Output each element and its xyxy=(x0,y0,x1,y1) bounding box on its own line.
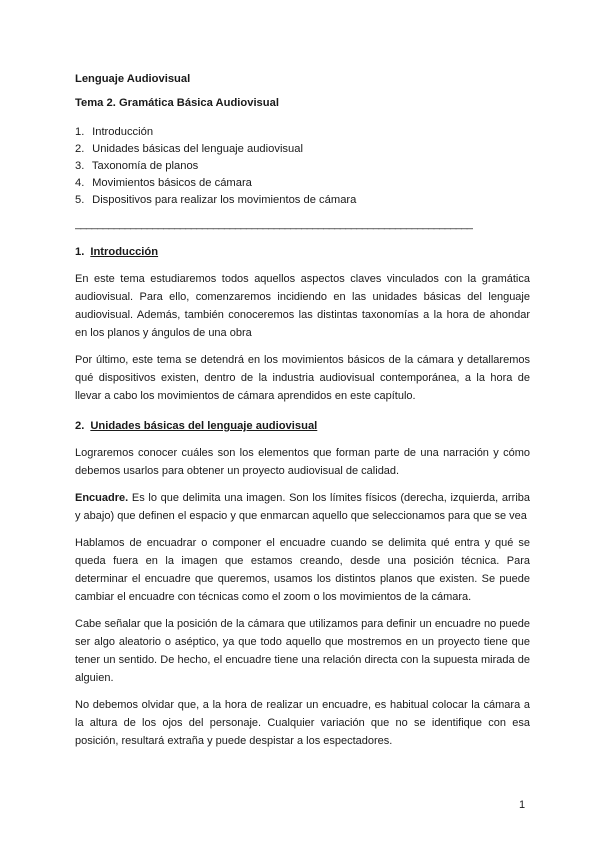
toc-item xyxy=(75,124,530,141)
definition-paragraph xyxy=(75,489,530,525)
section-title: Unidades básicas del lenguaje audiovisual xyxy=(90,420,318,432)
paragraph: En este tema estudiaremos todos aquellos aspectos claves vinculados con la gramática audiovisual. Para ello, comenzaremos incidiendo en las unidades básicas del lenguaje audiovisual. Además, también conoceremos las distintas taxonomías a la hora de ahondar en los planos y ángulos de una obra xyxy=(75,273,530,339)
toc-item xyxy=(75,158,530,175)
paragraph: Cabe señalar que la posición de la cámara que utilizamos para definir un encuadre no puede ser algo aleatorio o aséptico, ya que todo aquello que mostremos en un proyecto tiene que tener un sentido. De hecho, el encuadre tiene una relación directa con la supuesta mirada de alguien. xyxy=(75,618,530,684)
toc-item-number: 2. xyxy=(75,143,85,155)
toc-item-number: 1. xyxy=(75,126,85,138)
section-number: 1. xyxy=(75,246,85,258)
toc-item-label: Dispositivos para realizar los movimientos de cámara xyxy=(92,194,357,206)
toc-item-number: 3. xyxy=(75,160,85,172)
definition-term: Encuadre. xyxy=(75,492,129,504)
page-number: 1 xyxy=(519,799,526,811)
section-title: Introducción xyxy=(90,246,159,258)
paragraph: Por último, este tema se detendrá en los movimientos básicos de la cámara y detallaremos qué dispositivos existen, dentro de la industria audiovisual contemporánea, a la hora de llevar a cabo los movimientos de cámara aprendidos en este capítulo. xyxy=(75,354,530,402)
toc-item-number: 4. xyxy=(75,177,85,189)
toc-item-label: Taxonomía de planos xyxy=(91,160,199,172)
toc-item-label: Unidades básicas del lenguaje audiovisual xyxy=(92,143,303,155)
section-number: 2. xyxy=(75,420,85,432)
table-of-contents xyxy=(75,124,530,209)
toc-item-label: Introducción xyxy=(92,126,154,138)
document-subtitle: Tema 2. Gramática Básica Audiovisual xyxy=(75,97,279,109)
paragraph: Hablamos de encuadrar o componer el encuadre cuando se delimita qué entra y qué se queda fuera en la imagen que estamos creando, desde una posición técnica. Para determinar el encuadre que queremos, usamos los distintos planos que existen. Se puede cambiar el encuadre con técnicas como el zoom o los movimientos de la cámara. xyxy=(75,537,530,603)
section-heading-introduccion xyxy=(75,245,530,259)
toc-item-label: Movimientos básicos de cámara xyxy=(92,177,252,189)
definition-text: Es lo que delimita una imagen. Son los límites físicos (derecha, izquierda, arriba y abajo) que definen el espacio y que enmarcan aquello que seleccionamos para que se vea xyxy=(75,492,530,522)
toc-item xyxy=(75,141,530,158)
document-title: Lenguaje Audiovisual xyxy=(75,73,191,85)
section-heading-unidades xyxy=(75,419,530,433)
paragraph: Lograremos conocer cuáles son los elementos que forman parte de una narración y cómo debemos usarlos para obtener un proyecto audiovisual de calidad. xyxy=(75,447,530,477)
separator-rule: ________________________________________________________________________ xyxy=(75,218,473,230)
paragraph: No debemos olvidar que, a la hora de realizar un encuadre, es habitual colocar la cámara a la altura de los ojos del personaje. Cualquier variación que no se identifique con esa posición, resultará extraña y puede despistar a los espectadores. xyxy=(75,699,530,747)
document-page xyxy=(75,72,530,750)
toc-item-number: 5. xyxy=(75,194,85,206)
toc-item xyxy=(75,192,530,209)
toc-item xyxy=(75,175,530,192)
